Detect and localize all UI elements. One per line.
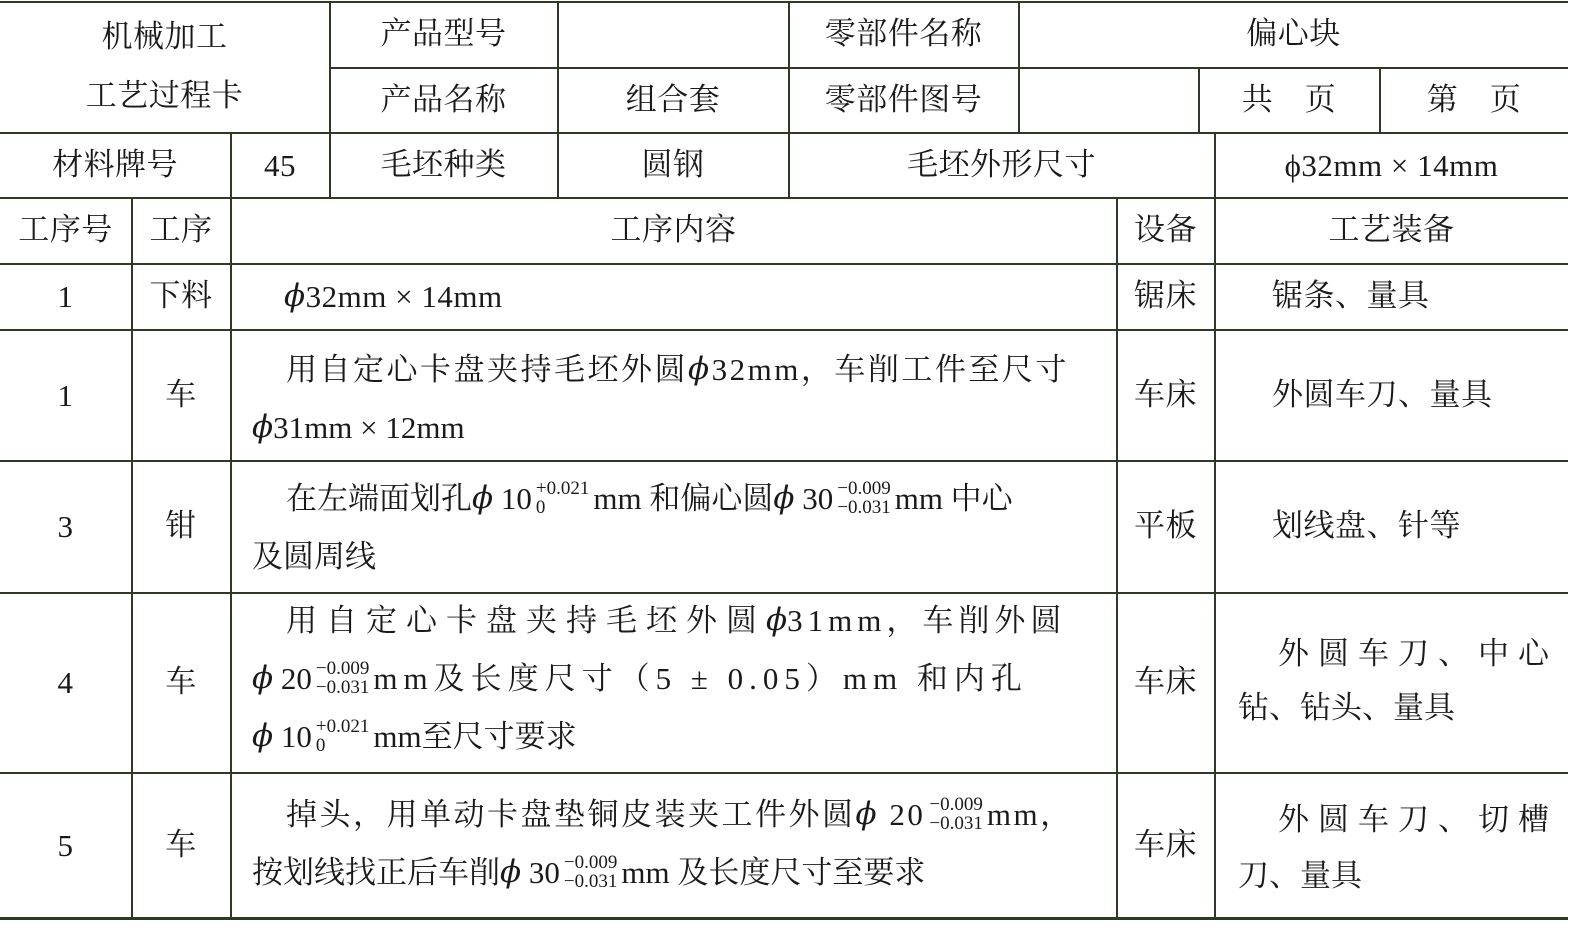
row-1-step-no: 1 — [57, 279, 74, 314]
row-5-content — [252, 785, 1102, 901]
row-4-tooling-line1: 外圆车刀、中心 — [1278, 635, 1558, 672]
product-name-value: 组合套 — [625, 81, 721, 118]
row-3-content-line1-a: 在左端面划孔 — [286, 480, 472, 516]
row-5-content-line1-a: 掉头，用单动卡盘垫铜皮装夹工件外圆 — [286, 796, 856, 832]
row-4-step-no: 4 — [57, 665, 74, 700]
phi-symbol: ϕ — [855, 795, 880, 832]
product-model-label: 产品型号 — [380, 16, 507, 52]
row-2-tooling: 外圆车刀、量具 — [1272, 376, 1493, 413]
tolerance-lower: 0 — [315, 735, 326, 756]
grid-line — [0, 917, 1568, 920]
dimension-value: 10 — [280, 718, 312, 754]
part-name-label: 零部件名称 — [824, 16, 983, 52]
row-1-tooling: 锯条、量具 — [1272, 278, 1430, 314]
phi-symbol: ϕ — [773, 479, 795, 516]
row-2-equipment: 车床 — [1134, 376, 1197, 413]
phi-symbol: ϕ — [252, 717, 274, 754]
row-5-content-line2-a: 按划线找正后车削 — [252, 854, 500, 890]
row-3-step-no: 3 — [57, 509, 74, 544]
row-2-content-line2-b: 31mm × 12mm — [273, 409, 465, 445]
row-1-step: 下料 — [149, 278, 213, 314]
total-pages: 共 页 — [1241, 81, 1337, 118]
phi-symbol: ϕ — [500, 853, 522, 890]
row-5-step-no: 5 — [57, 827, 74, 863]
tolerance — [536, 479, 589, 517]
col-header-tooling: 工艺装备 — [1328, 212, 1455, 248]
dimension-value: 30 — [802, 480, 834, 516]
row-3-content-line2: 及圆周线 — [252, 538, 376, 574]
phi-symbol: ϕ — [766, 601, 788, 638]
row-3-content-line1-end: mm 中心 — [894, 480, 1013, 516]
blank-type-value: 圆钢 — [641, 146, 705, 183]
material-grade-value: 45 — [264, 147, 296, 183]
part-drawing-no-value — [1019, 68, 1198, 132]
card-title-line1: 机械加工 — [101, 19, 228, 56]
tolerance-upper: −0.009 — [929, 794, 983, 815]
row-5-tooling-line2: 刀、量具 — [1238, 857, 1362, 894]
row-5-equipment: 车床 — [1134, 826, 1197, 863]
part-drawing-no-label: 零部件图号 — [824, 81, 983, 118]
blank-size-value: ϕ32mm × 14mm — [1284, 147, 1499, 183]
tolerance-upper: −0.009 — [837, 478, 891, 499]
phi-symbol: ϕ — [252, 659, 274, 696]
row-2-step: 车 — [165, 376, 197, 413]
row-4-content — [252, 591, 1102, 765]
dimension-value: 30 — [528, 854, 560, 890]
phi-symbol: ϕ — [284, 278, 306, 314]
row-4-step: 车 — [165, 664, 197, 700]
tolerance — [564, 853, 617, 891]
row-4-tooling-line2: 钻、钻头、量具 — [1238, 689, 1455, 726]
row-2-content-line1-b: 32mm，车削工件至尺寸 — [711, 351, 1069, 387]
row-4-tooling — [1238, 627, 1558, 735]
row-2-content — [252, 340, 1102, 456]
row-4-content-line1-b: 31mm，车削外圆 — [787, 602, 1067, 638]
blank-size-label: 毛坯外形尺寸 — [907, 146, 1096, 183]
col-header-step: 工序 — [149, 212, 213, 248]
row-1-equipment: 锯床 — [1134, 278, 1197, 314]
tolerance-lower: −0.031 — [837, 497, 891, 518]
tolerance-upper: +0.021 — [315, 716, 370, 737]
tolerance — [316, 659, 369, 697]
row-3-step: 钳 — [165, 508, 197, 544]
row-1-content — [284, 264, 1104, 329]
row-4-content-line2-b: mm及长度尺寸（5 ± 0.05）mm 和内孔 — [373, 660, 1028, 696]
phi-symbol: ϕ — [252, 408, 274, 445]
col-header-equipment: 设备 — [1134, 212, 1197, 248]
product-model-value — [558, 2, 788, 67]
row-2-step-no: 1 — [57, 377, 74, 413]
row-2-content-line1-a: 用自定心卡盘夹持毛坯外圆 — [286, 351, 688, 387]
card-title — [0, 2, 329, 132]
row-3-content — [252, 469, 1102, 585]
dimension-value: 10 — [500, 480, 532, 516]
tolerance-lower: 0 — [535, 497, 546, 518]
phi-symbol: ϕ — [688, 350, 712, 387]
tolerance-upper: +0.021 — [535, 478, 590, 499]
row-5-step: 车 — [165, 826, 197, 863]
row-4-content-line1-a: 用自定心卡盘夹持毛坯外圆 — [286, 602, 766, 638]
material-grade-label: 材料牌号 — [52, 146, 178, 183]
row-5-tooling-line1: 外圆车刀、切槽 — [1278, 801, 1558, 838]
tolerance-upper: −0.009 — [315, 658, 370, 679]
row-4-equipment: 车床 — [1134, 664, 1197, 700]
part-name-value: 偏心块 — [1246, 16, 1341, 52]
tolerance — [929, 795, 982, 833]
tolerance-lower: −0.031 — [929, 813, 983, 834]
tolerance-lower: −0.031 — [563, 871, 618, 892]
product-name-label: 产品名称 — [380, 81, 507, 118]
row-5-content-line1-end: mm， — [986, 796, 1074, 832]
row-5-content-line2-end: mm 及长度尺寸至要求 — [621, 854, 926, 890]
row-3-equipment: 平板 — [1134, 508, 1197, 544]
tolerance — [837, 479, 890, 517]
col-header-step-no: 工序号 — [18, 212, 113, 248]
phi-symbol: ϕ — [472, 479, 494, 516]
dimension-value: 20 — [889, 796, 926, 832]
page-number: 第 页 — [1426, 81, 1522, 118]
grid-line — [0, 772, 1568, 774]
blank-type-label: 毛坯种类 — [380, 146, 507, 183]
dimension-value: 20 — [280, 660, 312, 696]
row-5-tooling — [1238, 792, 1558, 904]
tolerance-upper: −0.009 — [563, 852, 618, 873]
row-1-content-text: 32mm × 14mm — [305, 279, 503, 314]
row-3-tooling: 划线盘、针等 — [1272, 508, 1461, 544]
row-4-content-line3-b: mm至尺寸要求 — [373, 718, 577, 754]
row-3-content-mid: mm 和偏心圆 — [593, 480, 774, 516]
tolerance — [316, 717, 369, 755]
card-title-line2: 工艺过程卡 — [85, 78, 244, 114]
tolerance-lower: −0.031 — [315, 677, 370, 698]
col-header-content: 工序内容 — [610, 212, 737, 248]
